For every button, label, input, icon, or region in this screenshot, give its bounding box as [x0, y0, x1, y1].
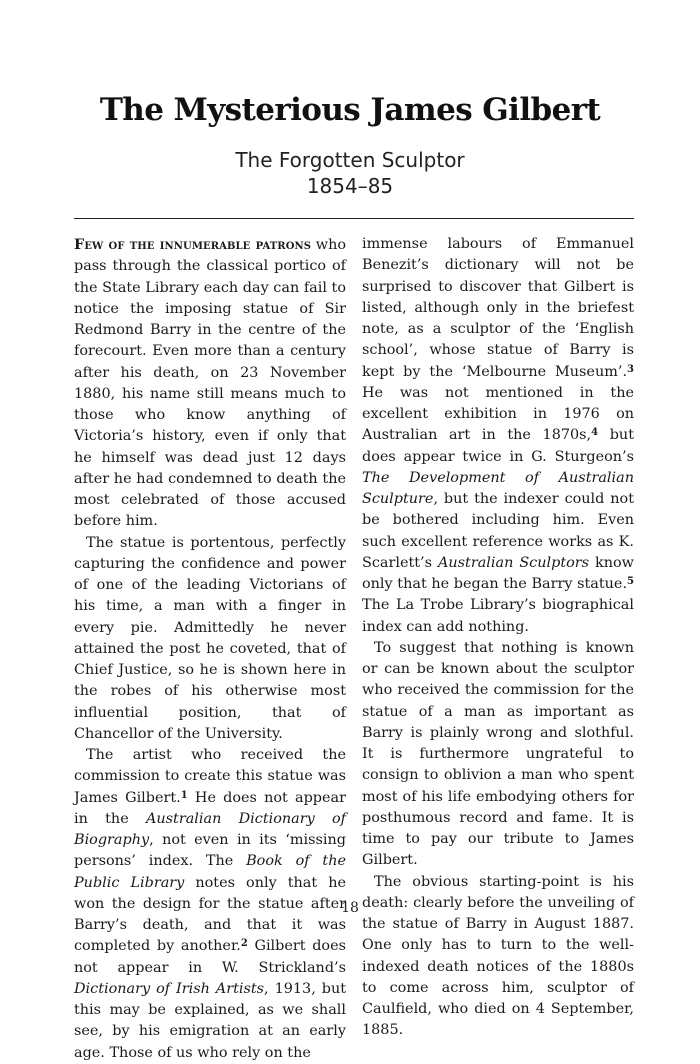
- p3-title-irish-artists: Dictionary of Irish Artists: [74, 980, 265, 997]
- left-column: [74, 234, 346, 1064]
- p3-text-d: notes only that he won the design for the statue after Barry’s death, and that it was completed by another.: [74, 874, 347, 955]
- title-rule: [74, 218, 634, 219]
- paragraph-2: The statue is portentous, perfectly capturing the confidence and power of one of the leading Victorians of his time, a man with a finger in every pie. Admittedly he never attained the post he coveted, that of Chief Justice, so he is shown here in the robes of his otherwise most influential position, that of Chancellor of the University.: [74, 534, 346, 742]
- p3-title-public-library: Book of the Public Library: [74, 853, 346, 891]
- p3-text-c: , not even in its ‘missing persons’ index. The: [74, 832, 346, 870]
- p3-text-b: He does not appear in the: [74, 789, 346, 827]
- p3-text-j: know only that he began the Barry statue.: [362, 554, 634, 592]
- footnote-ref-2: 2: [240, 938, 248, 950]
- paragraph-5: The obvious starting-point is his death: clearly before the unveiling of the statue of Barry in August 1887. One only has to turn to the well-indexed death notices of the 1880s to come across him, sculptor of Caulfield, who died on 4 September, 1885.: [362, 873, 634, 1039]
- article-title: The Mysterious James Gilbert: [99, 92, 601, 128]
- paragraph-4: To suggest that nothing is known or can be known about the sculptor who received the commission for the statue of a man as important as Barry is plainly wrong and slothful. It is furthermore ungrateful to consign to oblivion a man who spent most of his life embodying others for posthumous record and fame. It is time to pay our tribute to James Gilbert.: [362, 639, 634, 869]
- p3-title-scarlett: Australian Sculptors: [438, 554, 590, 571]
- right-column: [362, 234, 634, 1042]
- paragraph-lead-in: Few of the innumerable patrons: [74, 236, 312, 253]
- footnote-ref-4: 4: [591, 427, 599, 439]
- p3-text-h: but does appear twice in G. Sturgeon’s: [362, 427, 634, 465]
- page-number: 18: [341, 900, 359, 916]
- paragraph-3-continued: [362, 234, 634, 638]
- footnote-ref-5: 5: [627, 576, 634, 587]
- p3-title-sturgeon: The Development of Australian Sculpture: [362, 469, 634, 507]
- article-dates: 1854–85: [306, 174, 394, 198]
- article-subtitle: The Forgotten Sculptor: [235, 148, 465, 172]
- p3-text-f: , 1913, but this may be explained, as we shall see, by his emigration at an early age. Those of us who rely on the: [74, 980, 346, 1061]
- footnote-ref-1: 1: [180, 789, 188, 801]
- paragraph-1: [74, 234, 346, 533]
- paragraph-1-text: who pass through the classical portico of the State Library each day can fail to notice the imposing statue of Sir Redmond Barry in the centre of the forecourt. Even more than a century after his death, on 23 November 1880, his name still means much to those who know anything of Victoria’s history, even if only that he himself was dead just 12 days after he had condemned to death the most celebrated of those accused before him.: [74, 237, 347, 530]
- p3-text-a: The artist who received the commission to create this statue was James Gilbert.: [74, 747, 346, 806]
- p3-text-k: The La Trobe Library’s biographical index can add nothing.: [362, 597, 634, 635]
- p3-title-adb: Australian Dictionary of Biography: [74, 810, 346, 848]
- p3-text-e: Gilbert does not appear in W. Strickland’s: [74, 938, 346, 976]
- footnote-ref-3: 3: [627, 363, 634, 375]
- p3-text-g: He was not mentioned in the excellent exhibition in 1976 on Australian art in the 1870s,: [362, 384, 634, 444]
- p3-text-g-pre: immense labours of Emmanuel Benezit’s dictionary will not be surprised to discover that Gilbert is listed, although only in the briefest note, as a sculptor of the ‘English school’, whose statue of Barry is kept by the ‘Melbourne Museum’.: [362, 236, 634, 380]
- p3-text-i: , but the indexer could not be bothered including him. Even such excellent reference works as K. Scarlett’s: [362, 491, 634, 571]
